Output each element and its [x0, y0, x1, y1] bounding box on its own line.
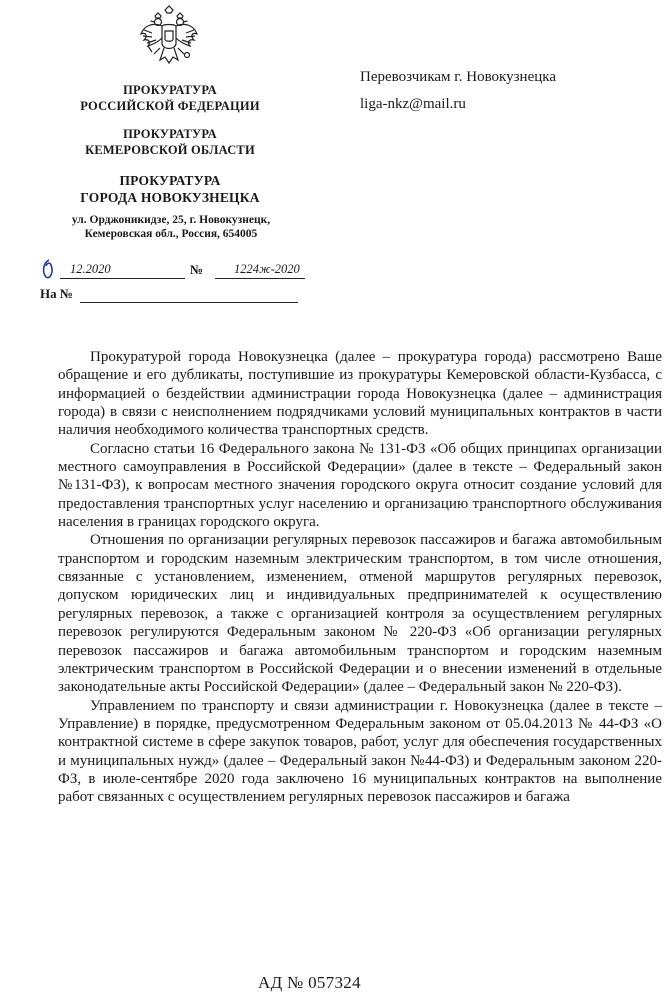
handwritten-mark-icon — [40, 258, 56, 280]
letter-body — [58, 348, 662, 807]
recipient-email: liga-nkz@mail.ru — [360, 96, 466, 112]
org-russian-federation — [60, 82, 280, 114]
double-headed-eagle-emblem-icon — [138, 4, 200, 66]
org-address — [42, 213, 300, 241]
address-line: Кемеровская обл., Россия, 654005 — [84, 228, 258, 240]
address-line: ул. Орджоникидзе, 25, г. Новокузнецк, — [71, 214, 271, 226]
number-sign: № — [190, 262, 204, 277]
body-paragraph: Отношения по организации регулярных перевозок пассажиров и багажа автомобильным транспортом и городским наземным электрическим транспортом, в том числе отношения, связанные с установлением, изменением, отменой маршрутов регулярных перевозок, допуском юридических лиц и индивидуальных предпринимателей к осуществлению регулярных перевозок, а также с организацией контроля за осуществлением регулярных перевозок регулируются Федеральным законом № 220-ФЗ «Об организации регулярных перевозок пассажиров и багажа автомобильным транспортом и городским наземным электрическим транспортом в Российской Федерации и о внесении изменений в отдельные законодательные акты Российской Федерации» (далее – Федеральный закон № 220-ФЗ). — [58, 532, 662, 696]
recipient-block — [360, 64, 556, 118]
org-line: ПРОКУРАТУРА — [123, 83, 217, 97]
org-line: РОССИЙСКОЙ ФЕДЕРАЦИИ — [80, 99, 260, 113]
reply-label: На № — [40, 286, 73, 301]
recipient-name: Перевозчикам г. Новокузнецка — [360, 69, 556, 85]
reply-underline — [80, 286, 298, 303]
body-paragraph: Прокуратурой города Новокузнецка (далее – прокуратура города) рассмотрено Ваше обращение и его дубликаты, поступившие из прокуратуры Кемеровской области-Кузбасса, с информацией о бездействии администрации города Новокузнецка (далее – администрация города) в связи с неисполнением подрядчиками условий муниципальных контрактов в части наличия необходимого количества транспортных средств. — [58, 349, 662, 439]
outgoing-number-line — [40, 262, 310, 282]
outgoing-number: 1224ж-2020 — [234, 262, 300, 276]
body-paragraph: Управлением по транспорту и связи администрации г. Новокузнецка (далее в тексте – Управление) в порядке, предусмотренном Федеральным законом от 05.04.2013 № 44-ФЗ «О контрактной системе в сфере закупок товаров, работ, услуг для обеспечения государственных и муниципальных нужд» (далее – Федеральный закон №44-ФЗ) и Федеральным законом 220-ФЗ, в июле-сентябре 2020 года заключено 16 муниципальных контрактов на выполнение работ связанных с осуществлением регулярных перевозок пассажиров и багажа — [58, 697, 662, 806]
reply-reference-line — [40, 286, 310, 306]
org-novokuznetsk-city — [60, 172, 280, 206]
org-kemerovo-region — [60, 126, 280, 158]
org-line: ГОРОДА НОВОКУЗНЕЦКА — [80, 190, 260, 205]
org-line: ПРОКУРАТУРА — [119, 173, 221, 188]
form-series-number: АД № 057324 — [258, 973, 361, 992]
body-paragraph: Согласно статьи 16 Федерального закона № 131-ФЗ «Об общих принципах организации местного самоуправления в Российской Федерации» (далее в тексте – Федеральный закон №131-ФЗ), к вопросам местного значения городского округа относит создание условий для предоставления транспортных услуг населению и организацию транспортного обслуживания населения в границах городского округа. — [58, 440, 662, 531]
org-line: КЕМЕРОВСКОЙ ОБЛАСТИ — [85, 143, 255, 157]
org-line: ПРОКУРАТУРА — [123, 127, 217, 141]
outgoing-date: 12.2020 — [70, 262, 111, 276]
